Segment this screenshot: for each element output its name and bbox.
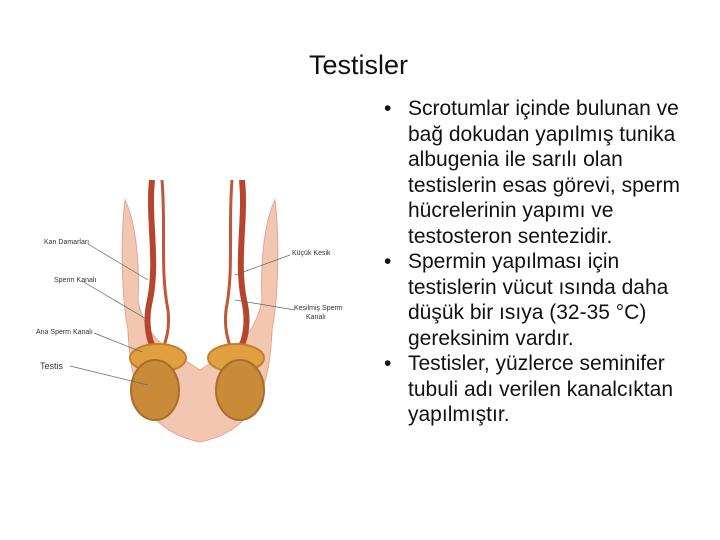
right-vessel <box>239 180 246 350</box>
left-testis <box>131 360 179 420</box>
bullet-text: Testisler, yüzlerce seminifer tubuli adı verilen kanalcıktan yapılmıştır. <box>408 352 673 426</box>
slide-title: Testisler <box>309 50 409 80</box>
label-sperm-kanali: Sperm Kanalı <box>54 277 97 284</box>
bullet-text: Spermin yapılması için testislerin vücut ısında daha düşük bir ısıya (32-35 °C) gereksinim vardır. <box>408 250 669 350</box>
leader-line <box>88 244 148 280</box>
label-kan-damarlari: Kan Damarları <box>44 239 90 246</box>
label-testis: Testis <box>40 361 64 371</box>
bullet-text: Scrotumlar içinde bulunan ve bağ dokudan yapılmış tunika albugenia ile sarılı olan testislerin esas görevi, sperm hücrelerinin yapımı ve testosteron sentezidir. <box>408 97 680 248</box>
label-kucuk-kesik: Küçük Kesik <box>292 250 331 257</box>
bullet-list <box>384 96 704 428</box>
right-testis <box>216 360 264 420</box>
bullet-item <box>384 351 704 428</box>
label-kesilmis-sperm-kanali-2: Kanalı <box>306 314 326 321</box>
left-vessel <box>148 180 155 350</box>
left-vessel-thin <box>162 180 169 352</box>
bullet-dot: • <box>384 97 392 120</box>
testis-anatomy-figure <box>30 180 360 480</box>
right-vessel-thin <box>225 180 232 352</box>
label-kesilmis-sperm-kanali: Kesilmiş Sperm <box>294 305 343 312</box>
label-ana-sperm-kanali: Ana Sperm Kanalı <box>36 329 93 336</box>
bullet-dot: • <box>384 250 392 273</box>
bullet-item <box>384 249 704 351</box>
bullet-item <box>384 96 704 249</box>
bullet-dot: • <box>384 352 392 375</box>
